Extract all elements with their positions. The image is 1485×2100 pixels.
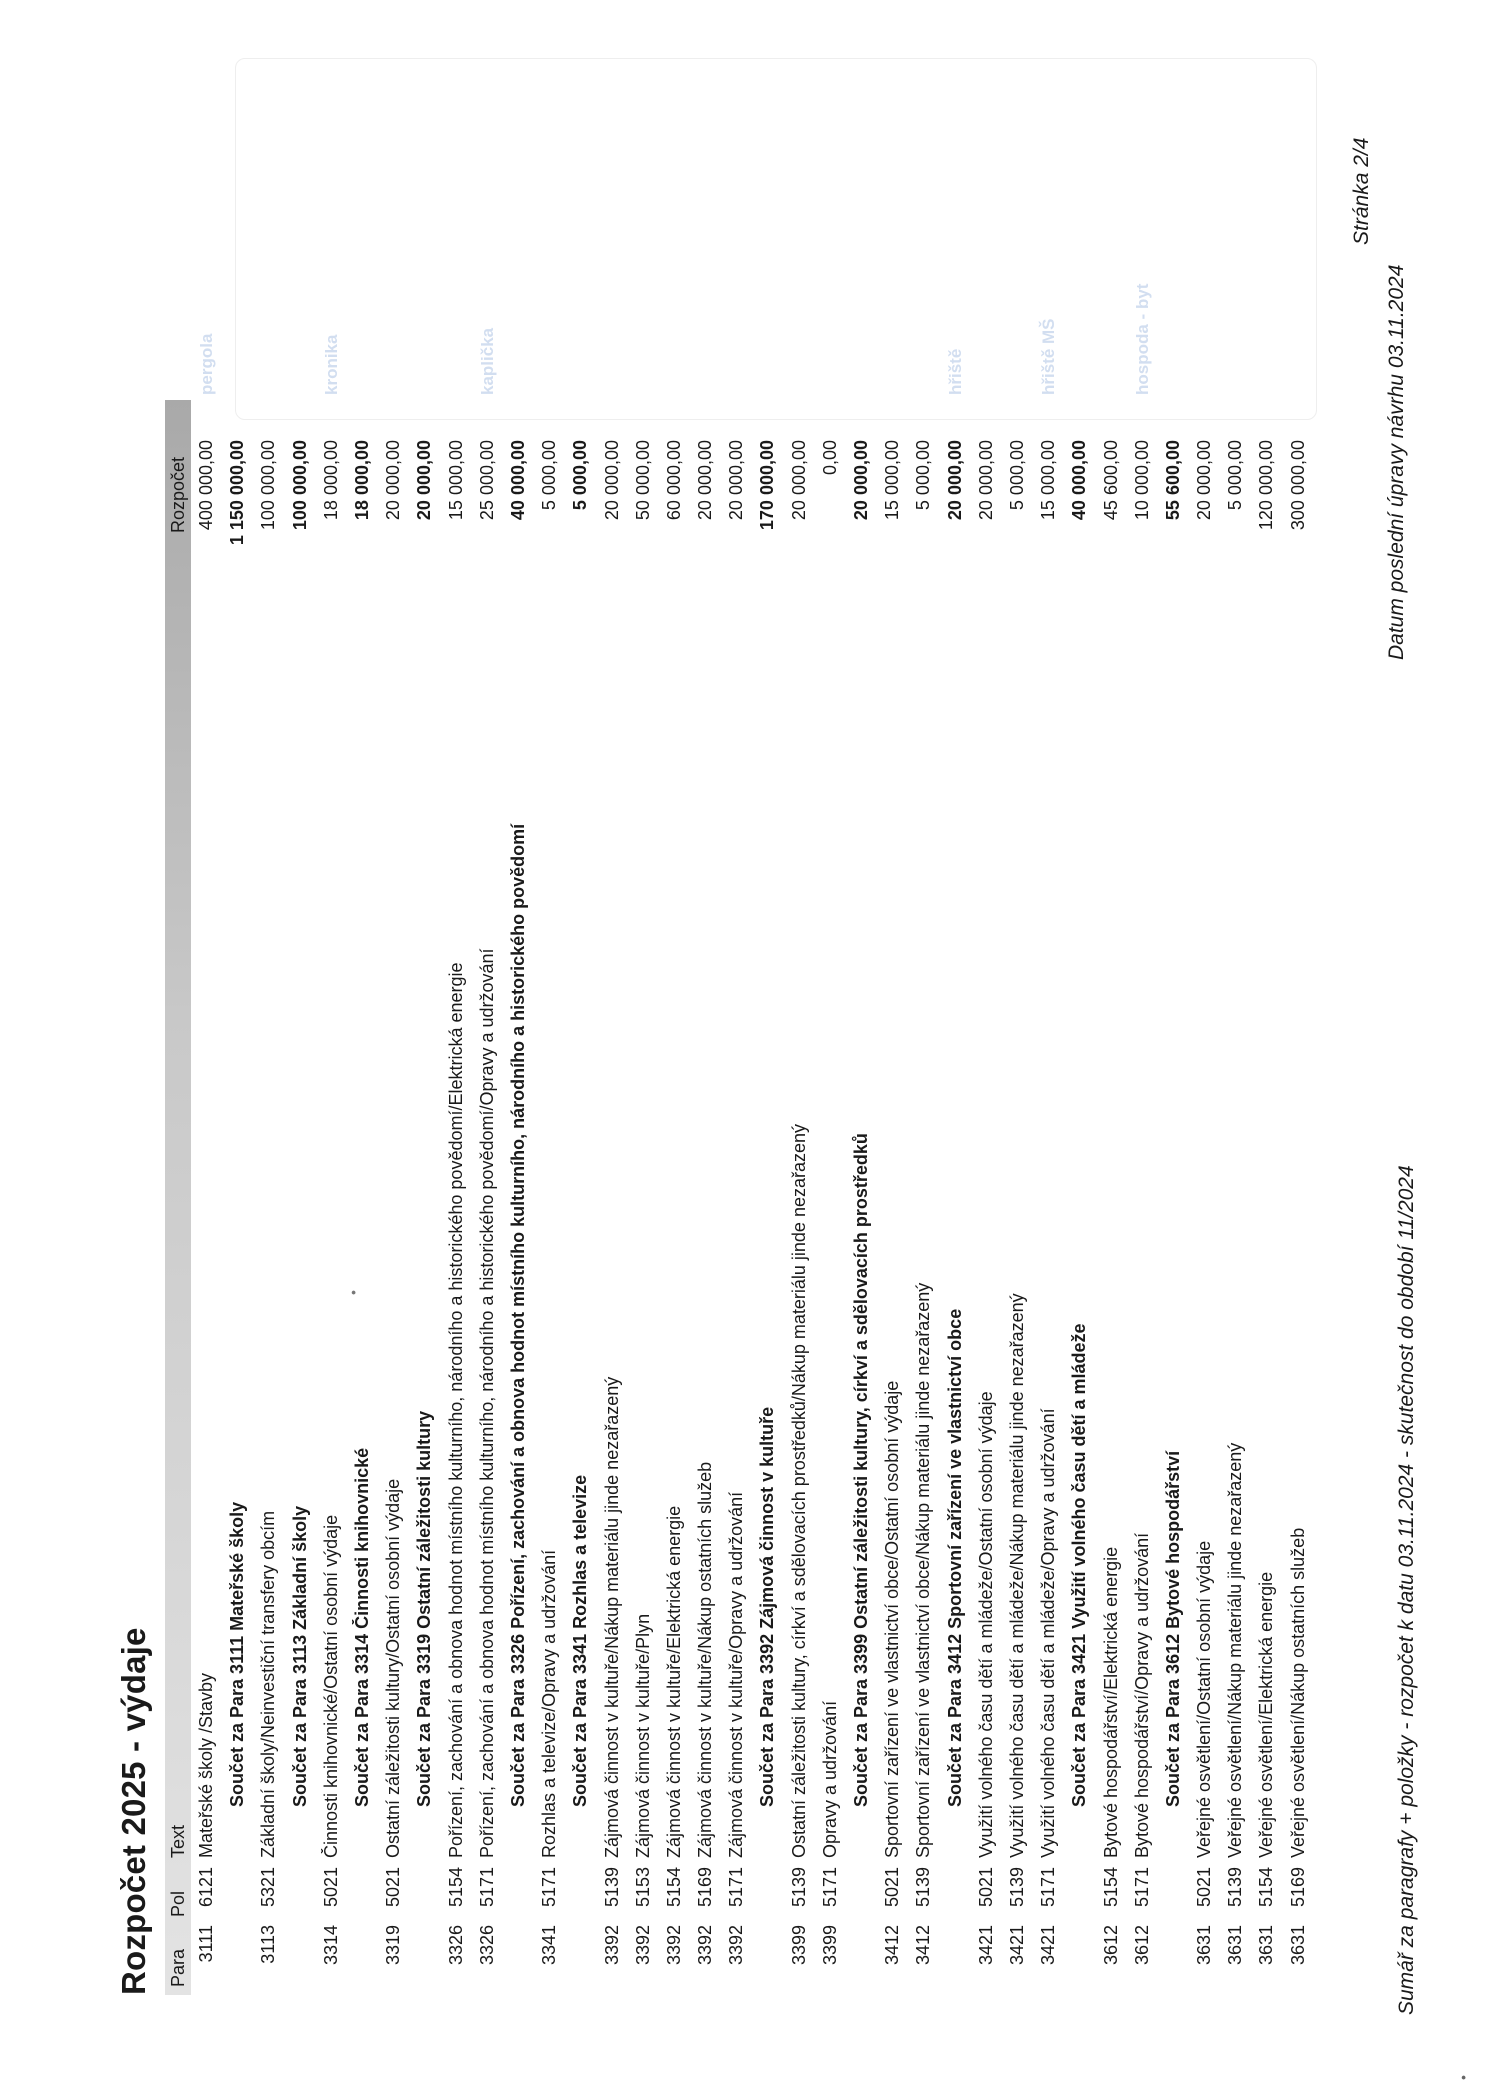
cell-text: Základní školy/Neinvestiční transfery obcím (258, 1510, 279, 1858)
cell-amount: 20 000,00 (601, 440, 622, 521)
cell-para: 3631 (1225, 1925, 1246, 1966)
cell-text: Využití volného času dětí a mládeže/Ostatní osobní výdaje (975, 1391, 996, 1858)
cell-amount: 1 150 000,00 (227, 440, 248, 546)
table-row (1002, 400, 1033, 1995)
cell-text: Veřejné osvětlení/Elektrická energie (1256, 1571, 1277, 1858)
margin-note: hřiště MŠ (1039, 318, 1059, 395)
cell-para: 3392 (601, 1925, 622, 1966)
cell-para: 3111 (196, 1925, 217, 1963)
cell-pol: 5021 (320, 1867, 341, 1908)
cell-para: 3421 (975, 1925, 996, 1966)
cell-amount: 40 000,00 (1069, 440, 1090, 521)
cell-amount: 18 000,00 (352, 440, 373, 521)
cell-pol: 5171 (1038, 1867, 1059, 1908)
cell-text: Sportovní zařízení ve vlastnictví obce/Ostatní osobní výdaje (882, 1380, 903, 1858)
cell-text: Zájmová činnost v kultuře/Elektrická energie (663, 1505, 684, 1858)
subtotal-row (222, 400, 253, 1995)
cell-text: Ostatní záležitosti kultury, církví a sdělovacích prostředků/Nákup materiálu jinde nezařazený (788, 1123, 809, 1858)
table-row (1095, 400, 1126, 1995)
margin-note: kaplička (477, 327, 497, 395)
cell-amount: 60 000,00 (663, 440, 684, 521)
cell-amount: 5 000,00 (913, 440, 934, 511)
table-row (721, 400, 752, 1995)
last-modified-date: Datum poslední úpravy návrhu 03.11.2024 (1385, 264, 1408, 660)
table-row (253, 400, 284, 1995)
table-row (908, 400, 939, 1995)
cell-pol: 5154 (663, 1867, 684, 1908)
page-number: Stránka 2/4 (1350, 137, 1373, 245)
cell-text: Veřejné osvětlení/Nákup materiálu jinde nezařazený (1225, 1442, 1246, 1858)
cell-pol: 5139 (1225, 1867, 1246, 1908)
subtotal-row (940, 400, 971, 1995)
table-row (441, 400, 472, 1995)
column-header-pol: Pol (167, 1890, 188, 1917)
cell-amount: 400 000,00 (196, 440, 217, 531)
cell-para: 3421 (1006, 1925, 1027, 1966)
cell-text: Zájmová činnost v kultuře/Plyn (632, 1613, 653, 1858)
cell-text: Veřejné osvětlení/Ostatní osobní výdaje (1194, 1540, 1215, 1858)
table-row (659, 400, 690, 1995)
cell-amount: 40 000,00 (507, 440, 528, 521)
cell-amount: 15 000,00 (445, 440, 466, 521)
cell-para: 3399 (819, 1925, 840, 1966)
cell-amount: 5 000,00 (539, 440, 560, 511)
cell-amount: 20 000,00 (1194, 440, 1215, 521)
cell-text: Bytové hospodářství/Elektrická energie (1100, 1546, 1121, 1858)
cell-para: 3412 (913, 1925, 934, 1966)
subtotal-row (846, 400, 877, 1995)
cell-amount: 300 000,00 (1287, 440, 1308, 531)
table-row (534, 400, 565, 1995)
cell-pol: 5139 (601, 1867, 622, 1908)
cell-amount: 45 600,00 (1100, 440, 1121, 521)
subtotal-row (565, 400, 596, 1995)
table-row (690, 400, 721, 1995)
cell-amount: 55 600,00 (1162, 440, 1183, 521)
cell-para: 3392 (726, 1925, 747, 1966)
footer-note: Sumář za paragrafy + položky - rozpočet k datu 03.11.2024 - skutečnost do období 11/2024 (1395, 1165, 1418, 2015)
table-row (1189, 400, 1220, 1995)
cell-amount: 15 000,00 (882, 440, 903, 521)
table-row (191, 400, 222, 1995)
cell-para: 3392 (695, 1925, 716, 1966)
cell-pol: 5154 (445, 1867, 466, 1908)
cell-amount: 18 000,00 (320, 440, 341, 521)
cell-text: Součet za Para 3113 Základní školy (289, 1505, 310, 1807)
cell-amount: 5 000,00 (1225, 440, 1246, 511)
table-row (378, 400, 409, 1995)
cell-text: Součet za Para 3412 Sportovní zařízení ve vlastnictví obce (944, 1308, 965, 1807)
cell-para: 3392 (632, 1925, 653, 1966)
cell-amount: 20 000,00 (788, 440, 809, 521)
cell-pol: 5169 (1287, 1867, 1308, 1908)
cell-pol: 5021 (1194, 1867, 1215, 1908)
cell-text: Součet za Para 3111 Mateřské školy (227, 1501, 248, 1807)
cell-text: Veřejné osvětlení/Nákup ostatních služeb (1287, 1527, 1308, 1858)
cell-para: 3314 (320, 1925, 341, 1966)
cell-amount: 20 000,00 (695, 440, 716, 521)
cell-text: Součet za Para 3392 Zájmová činnost v kultuře (757, 1406, 778, 1807)
table-row (628, 400, 659, 1995)
cell-text: Činnosti knihovnické/Ostatní osobní výdaje (320, 1514, 341, 1858)
cell-pol: 5021 (383, 1867, 404, 1908)
cell-text: Sportovní zařízení ve vlastnictví obce/Nákup materiálu jinde nezařazený (913, 1282, 934, 1858)
cell-pol: 5153 (632, 1867, 653, 1908)
cell-pol: 5171 (1131, 1867, 1152, 1908)
column-header-amount: Rozpočet (167, 456, 188, 534)
cell-text: Bytové hospodářství/Opravy a udržování (1131, 1532, 1152, 1858)
cell-pol: 5169 (695, 1867, 716, 1908)
cell-para: 3612 (1131, 1925, 1152, 1966)
subtotal-row (752, 400, 783, 1995)
cell-amount: 5 000,00 (1006, 440, 1027, 511)
subtotal-row (285, 400, 316, 1995)
table-row (1283, 400, 1314, 1995)
cell-text: Pořízení, zachování a obnova hodnot místního kulturního, národního a historického povědomí/Opravy a udržování (476, 948, 497, 1858)
table-row (596, 400, 627, 1995)
stray-mark: • (1455, 2075, 1471, 2080)
table-row (877, 400, 908, 1995)
column-header-para: Para (167, 1948, 188, 1987)
cell-text: Součet za Para 3319 Ostatní záležitosti kultury (414, 1410, 435, 1807)
cell-text: Mateřské školy /Stavby (196, 1672, 217, 1858)
cell-para: 3412 (882, 1925, 903, 1966)
cell-pol: 5139 (788, 1867, 809, 1908)
budget-table (165, 400, 1314, 1995)
table-row (815, 400, 846, 1995)
faint-card-outline (235, 58, 1317, 420)
cell-text: Součet za Para 3612 Bytové hospodářství (1162, 1450, 1183, 1807)
cell-amount: 20 000,00 (726, 440, 747, 521)
cell-pol: 5021 (975, 1867, 996, 1908)
cell-pol: 5171 (819, 1867, 840, 1908)
cell-pol: 5139 (913, 1867, 934, 1908)
subtotal-row (1064, 400, 1095, 1995)
cell-pol: 5139 (1006, 1867, 1027, 1908)
cell-pol: 5154 (1100, 1867, 1121, 1908)
cell-amount: 20 000,00 (975, 440, 996, 521)
cell-para: 3612 (1100, 1925, 1121, 1966)
cell-amount: 5 000,00 (570, 440, 591, 511)
cell-text: Využití volného času dětí a mládeže/Opravy a udržování (1038, 1408, 1059, 1858)
margin-note: hospoda - byt (1133, 283, 1152, 395)
cell-amount: 100 000,00 (258, 440, 279, 531)
table-row (1127, 400, 1158, 1995)
cell-pol: 5021 (882, 1867, 903, 1908)
cell-amount: 15 000,00 (1038, 440, 1059, 521)
table-row (316, 400, 347, 1995)
cell-text: Rozhlas a televize/Opravy a udržování (539, 1549, 560, 1858)
cell-pol: 5171 (539, 1867, 560, 1908)
cell-para: 3421 (1038, 1925, 1059, 1966)
margin-note: hřiště (945, 348, 965, 395)
cell-text: Součet za Para 3314 Činnosti knihovnické (352, 1447, 373, 1807)
cell-para: 3326 (445, 1925, 466, 1966)
margin-note: pergola (197, 333, 216, 395)
cell-para: 3399 (788, 1925, 809, 1966)
subtotal-row (409, 400, 440, 1995)
table-row (1220, 400, 1251, 1995)
cell-text: Součet za Para 3341 Rozhlas a televize (570, 1474, 591, 1807)
stray-dot: • (345, 1290, 361, 1295)
cell-para: 3341 (539, 1925, 560, 1966)
cell-amount: 100 000,00 (289, 440, 310, 531)
subtotal-row (1158, 400, 1189, 1995)
cell-amount: 50 000,00 (632, 440, 653, 521)
cell-para: 3631 (1287, 1925, 1308, 1966)
cell-pol: 5154 (1256, 1867, 1277, 1908)
cell-pol: 5171 (476, 1867, 497, 1908)
cell-para: 3631 (1256, 1925, 1277, 1966)
cell-text: Součet za Para 3421 Využití volného času dětí a mládeže (1069, 1323, 1090, 1807)
cell-text: Součet za Para 3326 Pořízení, zachování a obnova hodnot místního kulturního, národního a historického povědomí (507, 823, 528, 1807)
cell-amount: 20 000,00 (383, 440, 404, 521)
table-row (1033, 400, 1064, 1995)
cell-text: Součet za Para 3399 Ostatní záležitosti kultury, církví a sdělovacích prostředků (851, 1133, 872, 1807)
table-row (784, 400, 815, 1995)
margin-note: kronika (321, 334, 341, 395)
table-row (472, 400, 503, 1995)
cell-amount: 10 000,00 (1131, 440, 1152, 521)
cell-para: 3326 (476, 1925, 497, 1966)
column-header-text: Text (167, 1824, 188, 1858)
cell-text: Pořízení, zachování a obnova hodnot místního kulturního, národního a historického povědomí/Elektrická energie (445, 962, 466, 1858)
cell-text: Zájmová činnost v kultuře/Nákup ostatních služeb (695, 1461, 716, 1858)
cell-pol: 6121 (196, 1867, 217, 1908)
table-row (971, 400, 1002, 1995)
cell-amount: 20 000,00 (414, 440, 435, 521)
cell-text: Využití volného času dětí a mládeže/Nákup materiálu jinde nezařazený (1006, 1293, 1027, 1858)
subtotal-row (503, 400, 534, 1995)
cell-text: Ostatní záležitosti kultury/Ostatní osobní výdaje (383, 1478, 404, 1858)
cell-amount: 170 000,00 (757, 440, 778, 531)
cell-para: 3113 (258, 1925, 279, 1964)
cell-para: 3392 (663, 1925, 684, 1966)
subtotal-row (347, 400, 378, 1995)
table-header (165, 400, 191, 1995)
cell-pol: 5321 (258, 1867, 279, 1908)
table-body (191, 400, 1314, 1995)
cell-para: 3319 (383, 1925, 404, 1966)
table-row (1251, 400, 1282, 1995)
cell-amount: 20 000,00 (944, 440, 965, 521)
cell-amount: 25 000,00 (476, 440, 497, 521)
cell-pol: 5171 (726, 1867, 747, 1908)
cell-text: Zájmová činnost v kultuře/Nákup materiálu jinde nezařazený (601, 1376, 622, 1858)
cell-para: 3631 (1194, 1925, 1215, 1966)
cell-amount: 20 000,00 (851, 440, 872, 521)
cell-amount: 0,00 (819, 440, 840, 476)
cell-text: Opravy a udržování (819, 1700, 840, 1858)
cell-amount: 120 000,00 (1256, 440, 1277, 531)
document-title: Rozpočet 2025 - výdaje (115, 1627, 152, 1995)
cell-text: Zájmová činnost v kultuře/Opravy a udržování (726, 1491, 747, 1858)
